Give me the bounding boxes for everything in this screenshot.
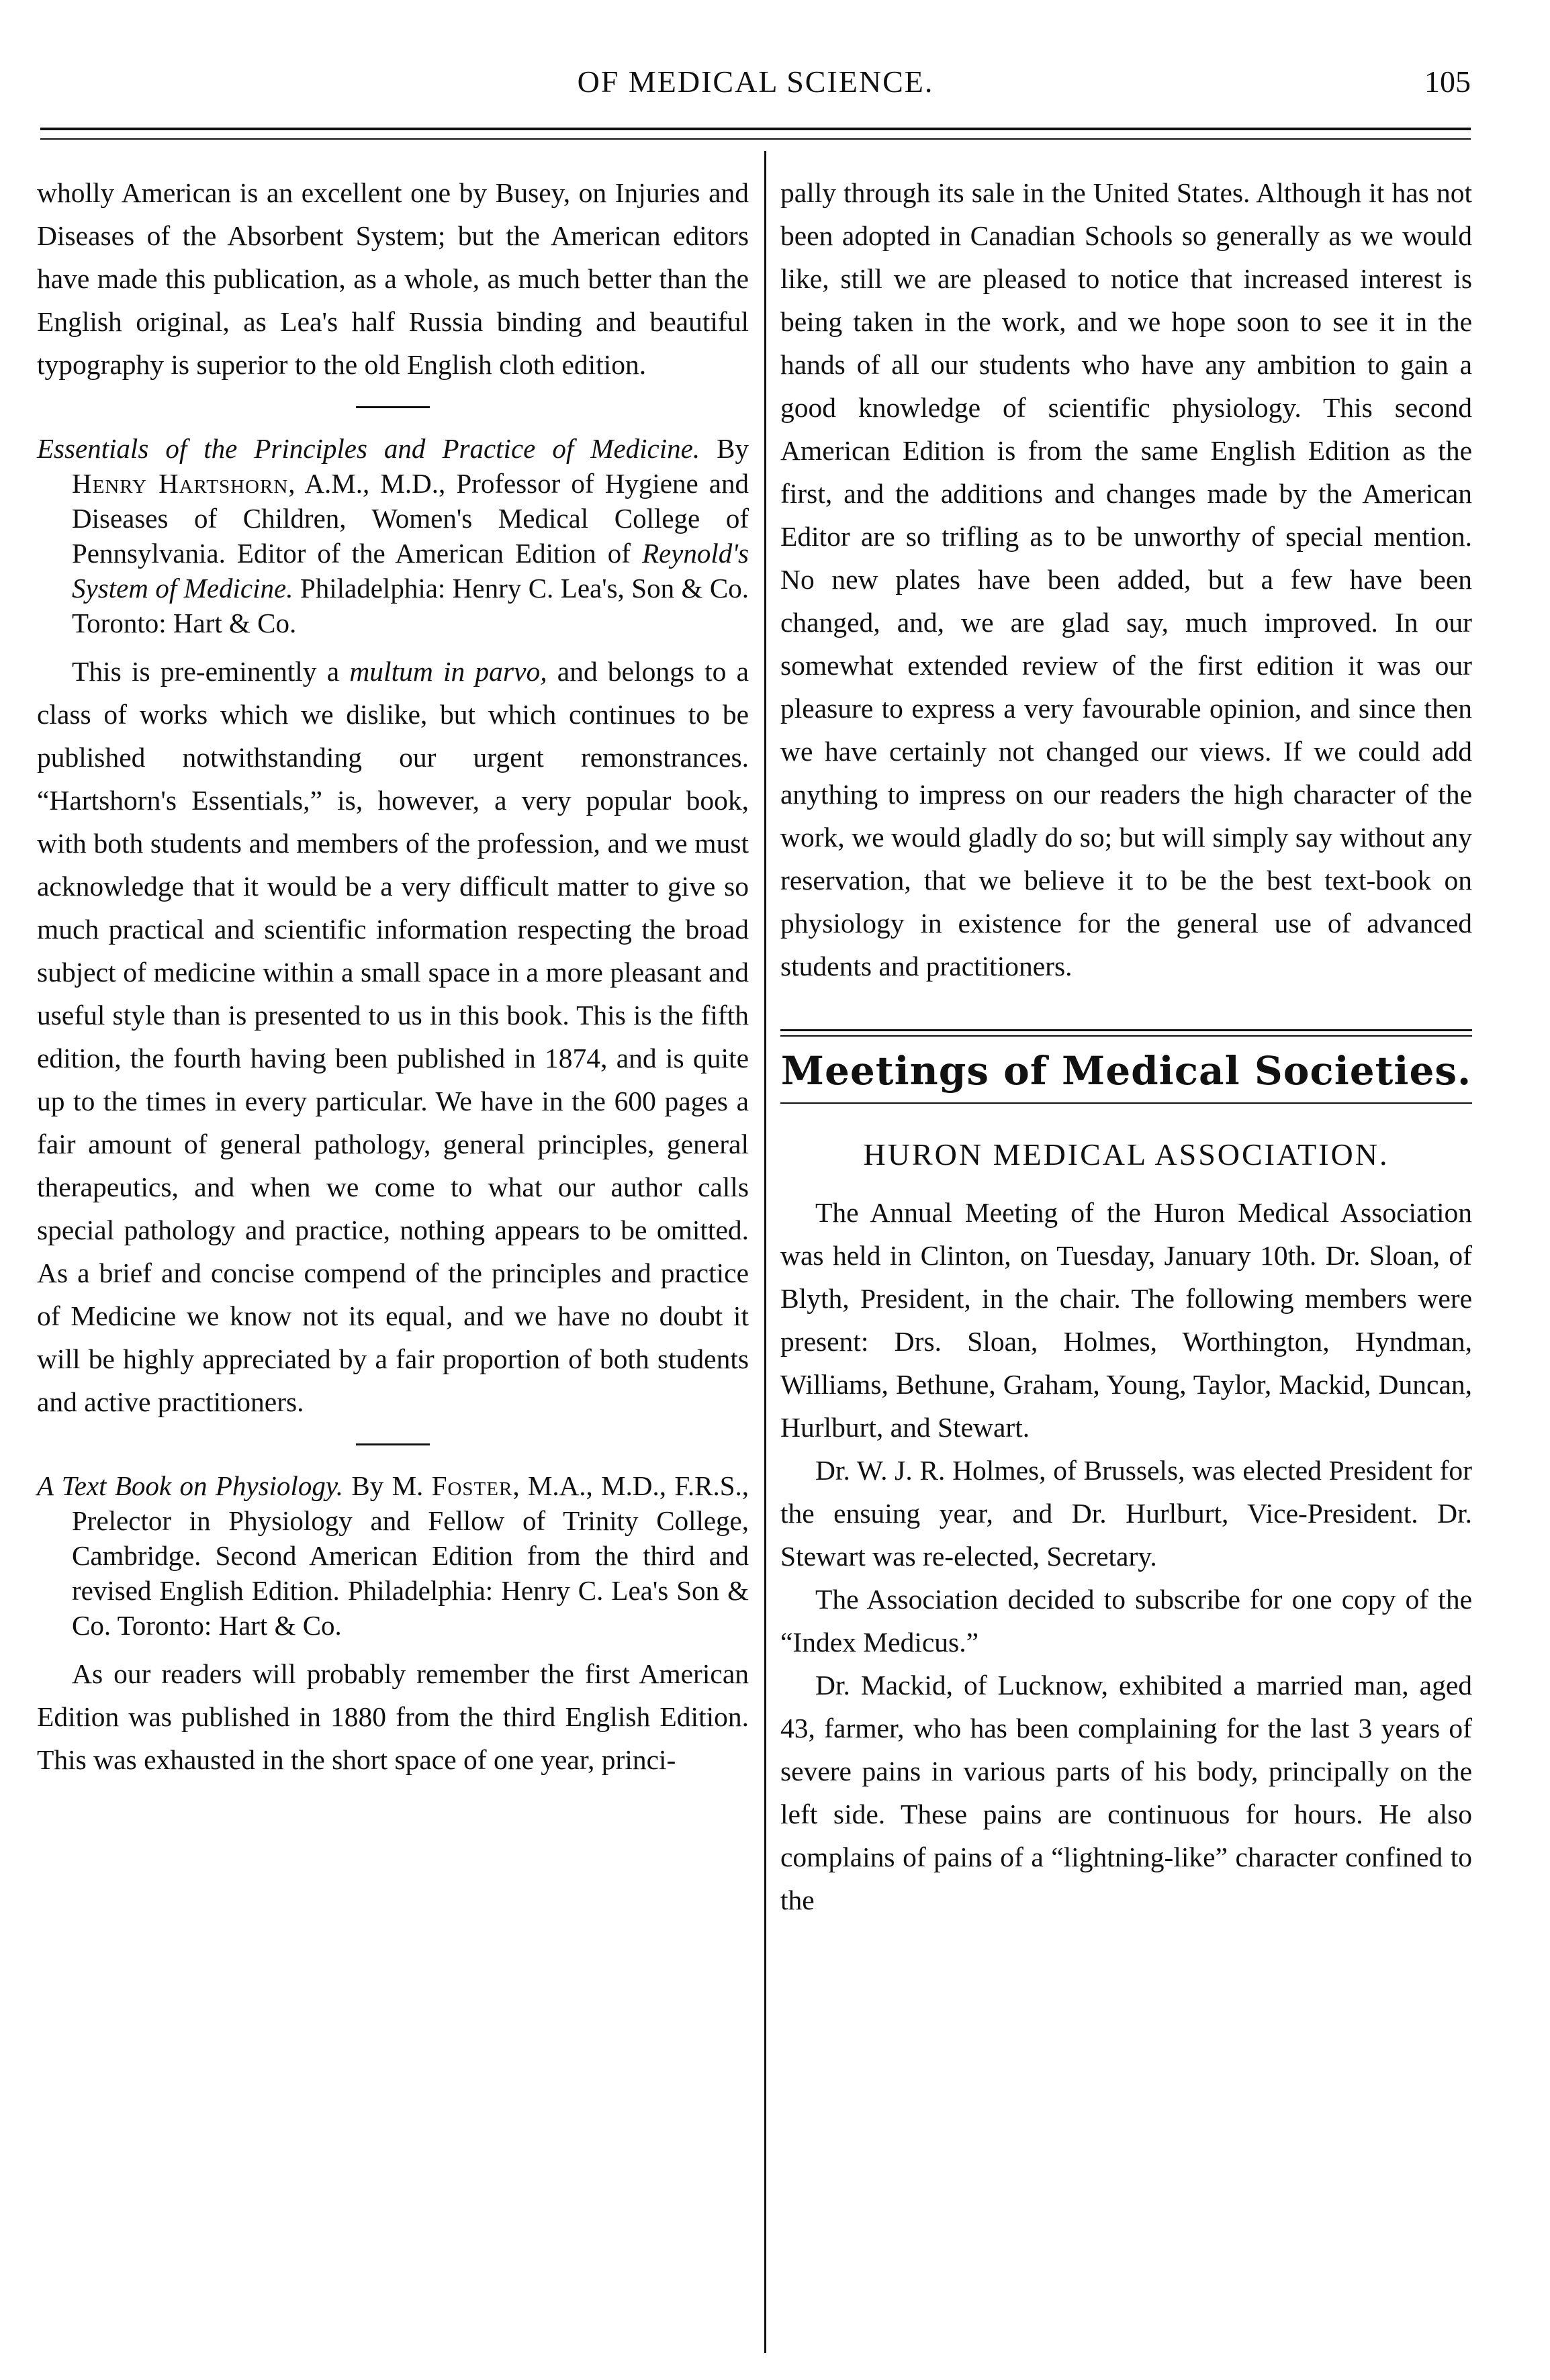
author-details: , A.M., M.D., Professor of Hygiene and Diseases of Children, Women's Medical College of Pennsylvania. Editor of the American Edition of bbox=[72, 468, 749, 569]
page-header bbox=[40, 64, 1471, 111]
book-title: A Text Book on Physiology. bbox=[37, 1470, 344, 1501]
byline: By bbox=[717, 433, 749, 464]
book-entry-hartshorn bbox=[37, 431, 749, 640]
section-rule bbox=[780, 1102, 1472, 1104]
review-text-start: This is pre-eminently a bbox=[72, 656, 340, 687]
header-rule-top bbox=[40, 128, 1471, 130]
author-name: Foster bbox=[431, 1470, 513, 1501]
continued-paragraph: wholly American is an excellent one by Busey, on Injuries and Diseases of the Absorbent System; but the American editors have made this publication, as a whole, as much better than the English original, as Lea's half Russia binding and beautiful typography is superior to the old English cloth edition. bbox=[37, 177, 749, 380]
section-title: Meetings of Medical Societies. bbox=[780, 1048, 1472, 1094]
continued-paragraph: pally through its sale in the United States. Although it has not been adopted in Canadian Schools so generally as we would like, still we are pleased to notice that increased interest is being taken in the work, and we hope soon to see it in the hands of all our students who have any ambition to gain a good knowledge of scientific physiology. This second American Edition is from the same English Edition as the first, and the additions and changes made by the American Editor are so trifling as to be unworthy of special mention. No new plates have been added, but a few have been changed, and, we are glad say, much improved. In our somewhat extended review of the first edition it was our pleasure to express a very favourable opinion, and since then we have certainly not changed our views. If we could add anything to impress on our readers the high character of the work, we would gladly do so; but will simply say without any reservation, that we believe it to be the best text-book on physiology in existence for the general use of advanced students and practitioners. bbox=[780, 177, 1472, 982]
review-paragraph-foster: As our readers will probably remember the first American Edition was published in 1880 from the third English Edition. This was exhausted in the short space of one year, princi- bbox=[37, 1658, 749, 1775]
book-title: Essentials of the Principles and Practice of Medicine. bbox=[37, 433, 700, 464]
header-rule-bottom bbox=[40, 138, 1471, 140]
review-italic-phrase: multum in parvo, bbox=[349, 656, 547, 687]
separator-rule bbox=[356, 406, 430, 408]
separator-rule bbox=[356, 1443, 430, 1445]
election-paragraph: Dr. W. J. R. Holmes, of Brussels, was elected President for the ensuing year, and Dr. Hurlburt, Vice-President. Dr. Stewart was re-elected, Secretary. bbox=[780, 1455, 1472, 1572]
review-text-rest: and belongs to a class of works which we dislike, but which continues to be published notwithstanding our urgent remonstrances. “Hartshorn's Essentials,” is, however, a very popular book, with both students and members of the profession, and we must acknowledge that it would be a very difficult matter to give so much practical and scientific information respecting the broad subject of medicine within a small space in a more pleasant and useful style than is presented to us in this book. This is the fifth edition, the fourth having been published in 1874, and is quite up to the times in every particular. We have in the 600 pages a fair amount of general pathology, general principles, general therapeutics, and when we come to what our author calls special pathology and practice, nothing appears to be omitted. As a brief and concise compend of the principles and practice of Medicine we know not its equal, and we have no doubt it will be highly appreciated by a fair proportion of both students and active practitioners. bbox=[37, 656, 749, 1417]
association-heading: HURON MEDICAL ASSOCIATION. bbox=[863, 1137, 1389, 1172]
subscription-paragraph: The Association decided to subscribe for one copy of the “Index Medicus.” bbox=[780, 1584, 1472, 1658]
book-entry-foster bbox=[37, 1468, 749, 1643]
publisher-info: Philadelphia: Henry C. Lea's, Son & Co. Toronto: Hart & Co. bbox=[72, 573, 749, 638]
right-column bbox=[780, 171, 1472, 1921]
case-paragraph: Dr. Mackid, of Lucknow, exhibited a married man, aged 43, farmer, who has been complaining for the last 3 years of severe pains in various parts of his body, principally on the left side. These pains are continuous for hours. He also complains of pains of a “lightning-like” character confined to the bbox=[780, 1670, 1472, 1915]
meeting-paragraph: The Annual Meeting of the Huron Medical Association was held in Clinton, on Tuesday, January 10th. Dr. Sloan, of Blyth, President, in the chair. The following members were present: Drs. Sloan, Holmes, Worthington, Hyndman, Williams, Bethune, Graham, Young, Taylor, Mackid, Duncan, Hurlburt, and Stewart. bbox=[780, 1197, 1472, 1443]
left-column bbox=[37, 171, 749, 1781]
byline: By M. bbox=[351, 1470, 424, 1501]
referenced-work: Reynold's System of Medicine. bbox=[72, 538, 749, 604]
review-paragraph-hartshorn bbox=[37, 650, 749, 1423]
section-heading-block bbox=[780, 1029, 1472, 1104]
running-title: OF MEDICAL SCIENCE. bbox=[577, 64, 934, 99]
author-name: Henry Hartshorn bbox=[72, 468, 289, 499]
section-rule bbox=[780, 1029, 1472, 1031]
page-number: 105 bbox=[1424, 64, 1471, 99]
column-divider bbox=[764, 151, 766, 2353]
author-details: , M.A., M.D., F.R.S., Prelector in Physiology and Fellow of Trinity College, Cambridge. Second American Edition from the third and revised English Edition. Philadelphia: Henry C. Lea's Son & Co. Toronto: Hart & Co. bbox=[72, 1470, 749, 1641]
